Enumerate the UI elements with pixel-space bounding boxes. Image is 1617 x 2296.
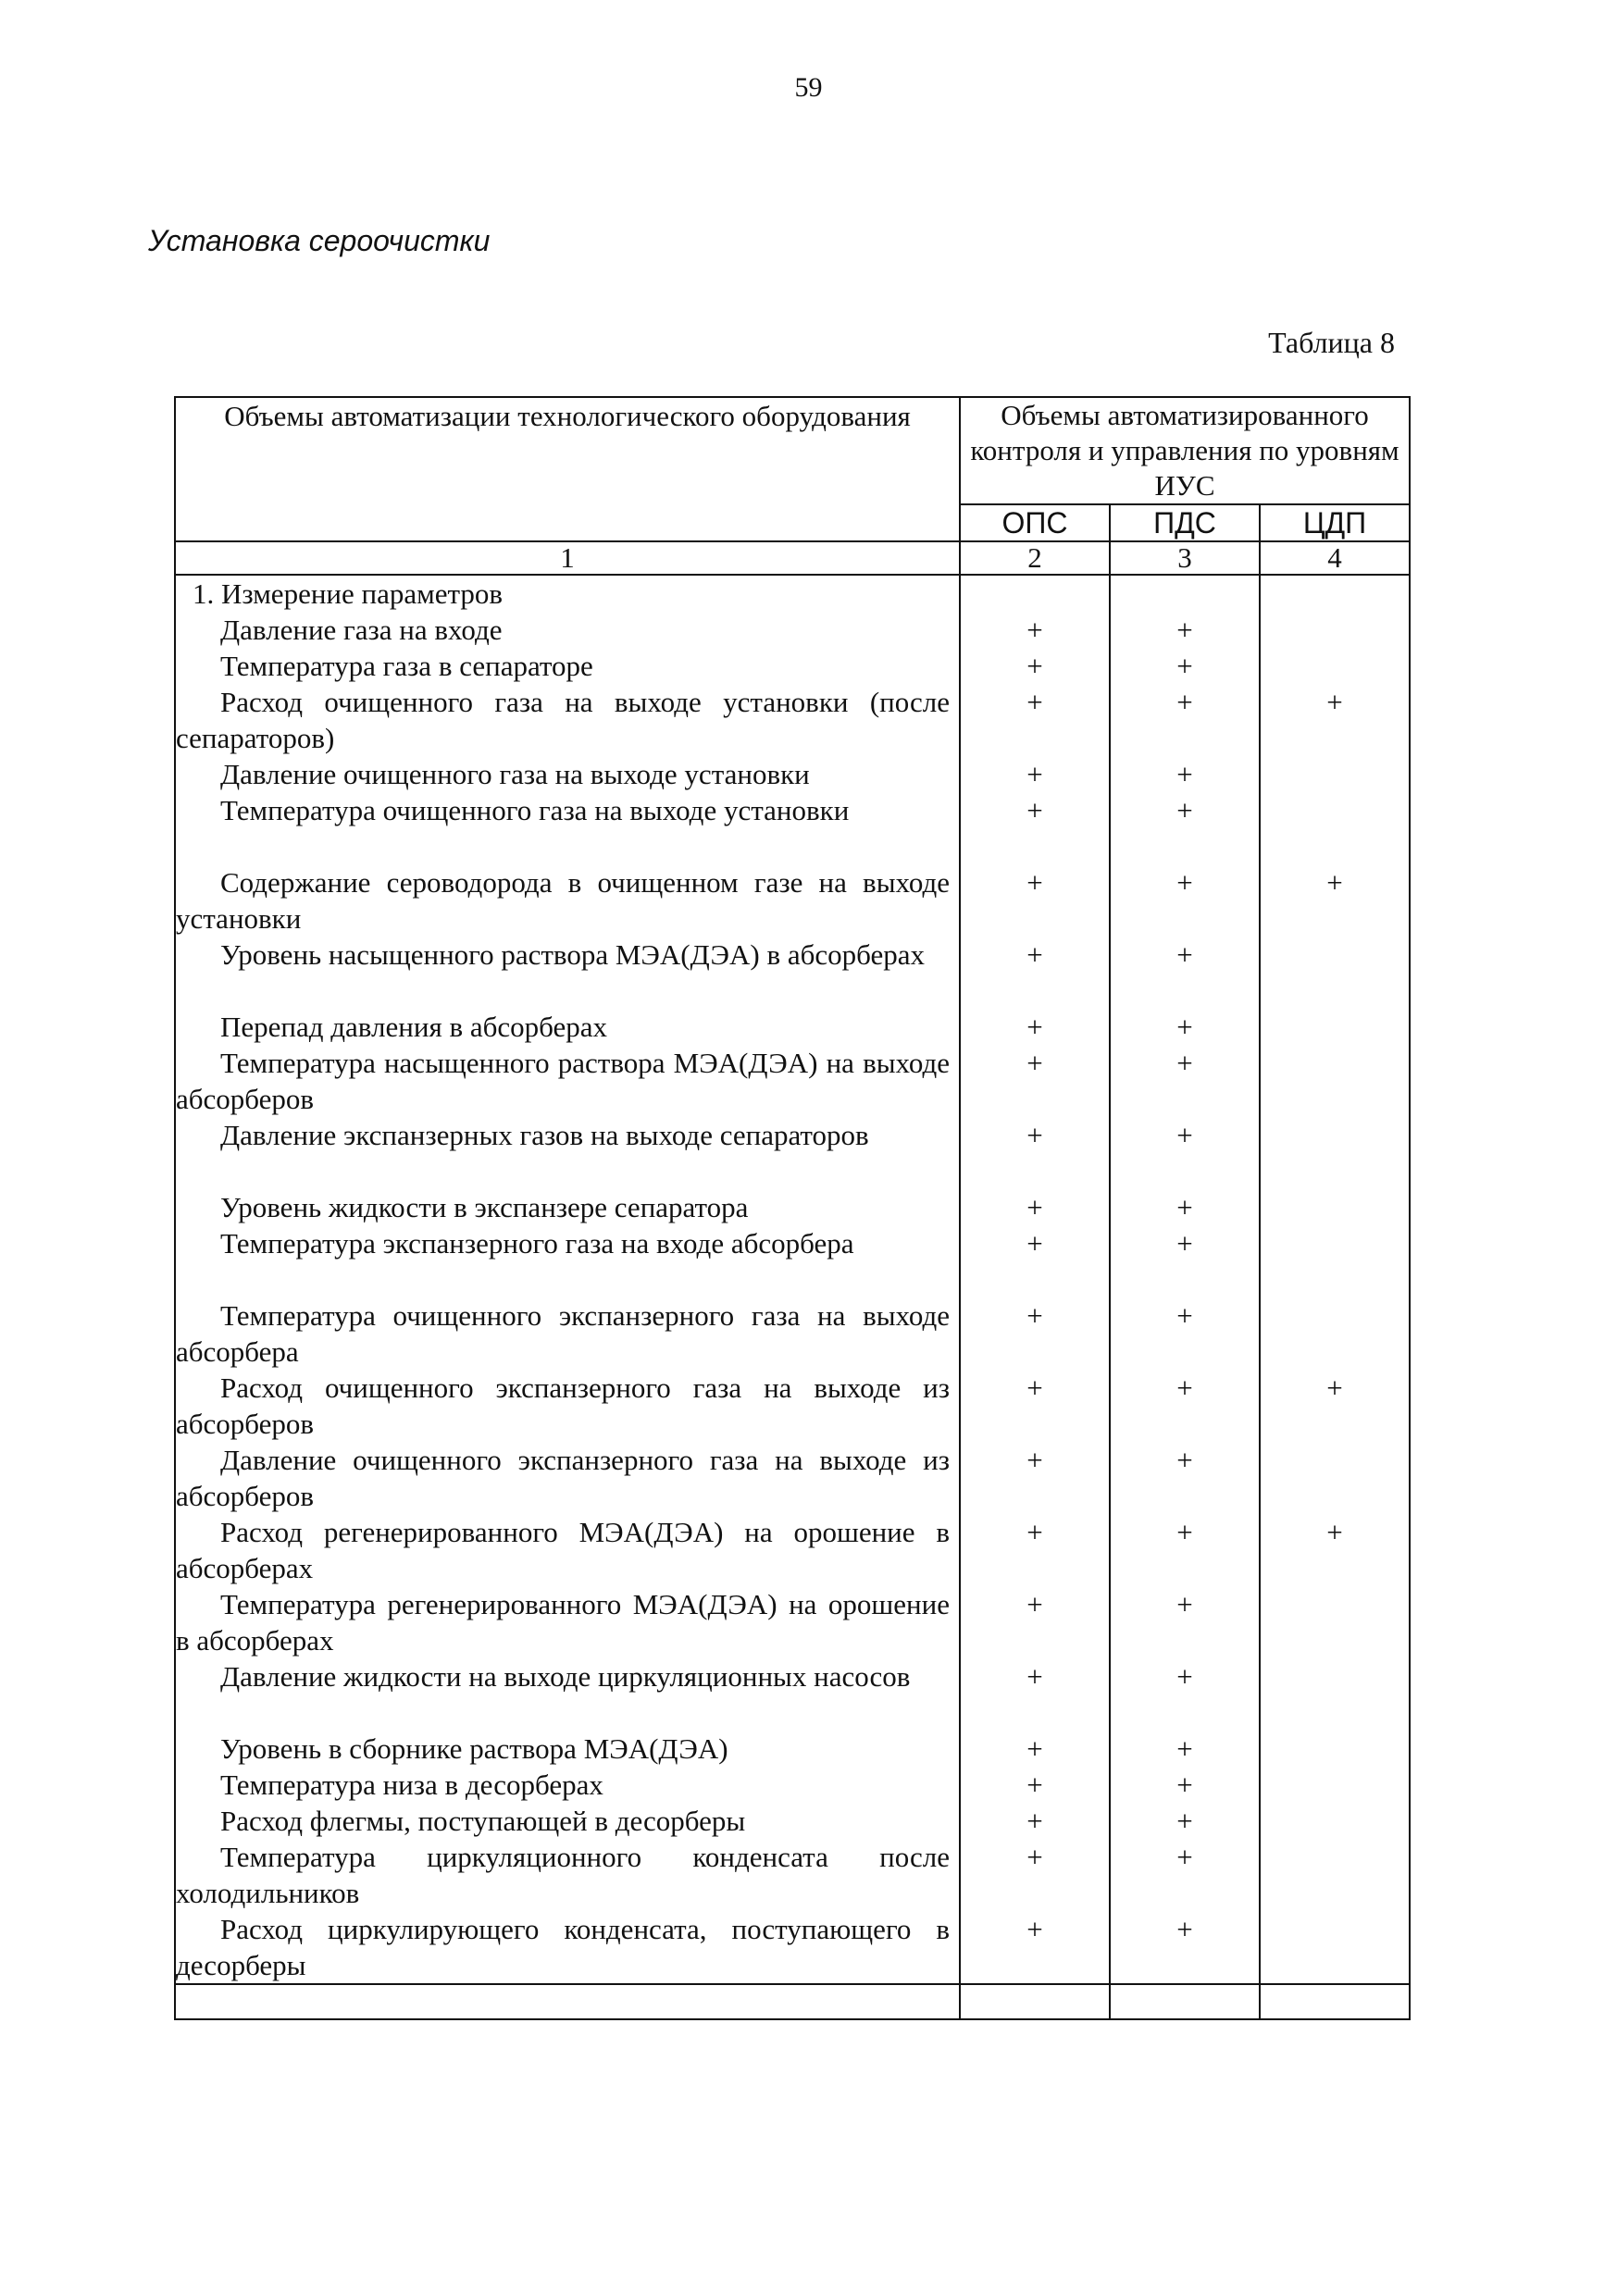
ops-mark: +: [1026, 866, 1043, 899]
cdp-mark: [1261, 1731, 1409, 1767]
pds-column: [1110, 575, 1260, 1984]
cdp-mark: +: [1326, 1371, 1343, 1404]
cdp-mark: [1261, 1189, 1409, 1225]
table-row-label: Расход очищенного газа на выходе установки (после сепараторов): [176, 686, 950, 754]
cdp-mark: [1261, 1045, 1409, 1117]
pds-mark: +: [1176, 1011, 1193, 1043]
pds-mark: +: [1176, 1732, 1193, 1765]
cdp-mark: +: [1326, 1516, 1343, 1548]
ops-column: [960, 575, 1110, 1984]
cdp-mark: [1261, 1442, 1409, 1514]
ops-mark: +: [1026, 1119, 1043, 1151]
column-number: 4: [1260, 541, 1410, 575]
pds-mark: +: [1176, 1299, 1193, 1332]
ops-mark: +: [1026, 1299, 1043, 1332]
ops-mark: +: [1026, 1011, 1043, 1043]
pds-mark: +: [1176, 1119, 1193, 1151]
pds-mark: +: [1176, 1444, 1193, 1476]
table-row-label: Температура низа в десорберах: [220, 1769, 603, 1801]
table-row-label: Расход циркулирующего конденсата, поступающего в десорберы: [176, 1913, 950, 1981]
table-row-label: Давление жидкости на выходе циркуляционных насосов: [220, 1660, 911, 1693]
ops-mark: +: [1026, 1588, 1043, 1620]
level-pds: ПДС: [1110, 504, 1260, 541]
pds-mark: +: [1176, 1588, 1193, 1620]
table-label: Таблица 8: [1268, 326, 1395, 359]
ops-mark: +: [1026, 1047, 1043, 1079]
table-row-label: Температура циркуляционного конденсата после холодильников: [176, 1841, 950, 1909]
cdp-mark: [1261, 1839, 1409, 1911]
cdp-mark: [1261, 1297, 1409, 1370]
ops-mark: +: [1026, 1913, 1043, 1945]
pds-mark: +: [1176, 1805, 1193, 1837]
ops-mark: +: [1026, 614, 1043, 646]
ops-mark: +: [1026, 1841, 1043, 1873]
pds-mark: +: [1176, 1191, 1193, 1223]
cdp-mark: [1261, 937, 1409, 1009]
ops-mark: +: [1026, 686, 1043, 718]
ops-mark: +: [1026, 1805, 1043, 1837]
cdp-mark: +: [1326, 866, 1343, 899]
level-ops: ОПС: [960, 504, 1110, 541]
table-row-label: Уровень жидкости в экспанзере сепаратора: [220, 1191, 749, 1223]
empty-cell: [1260, 1984, 1410, 2019]
pds-mark: +: [1176, 1660, 1193, 1693]
ops-mark: +: [1026, 1371, 1043, 1404]
pds-mark: +: [1176, 938, 1193, 971]
table-row-label: Давление очищенного экспанзерного газа на выходе из абсорберов: [176, 1444, 950, 1512]
cdp-mark: [1261, 1117, 1409, 1189]
ops-mark: +: [1026, 650, 1043, 682]
cdp-mark: [1261, 648, 1409, 684]
pds-mark: +: [1176, 650, 1193, 682]
pds-mark: +: [1176, 1371, 1193, 1404]
level-cdp: ЦДП: [1260, 504, 1410, 541]
pds-mark: +: [1176, 866, 1193, 899]
automation-table: [174, 396, 1411, 2020]
ops-mark: +: [1026, 794, 1043, 826]
table-row-label: Температура экспанзерного газа на входе абсорбера: [220, 1227, 854, 1260]
header-equipment: Объемы автоматизации технологического оборудования: [175, 397, 960, 541]
ops-mark: +: [1026, 938, 1043, 971]
section-title: Установка сероочистки: [148, 224, 491, 257]
column-number: 2: [960, 541, 1110, 575]
table-row-label: Уровень в сборнике раствора МЭА(ДЭА): [220, 1732, 728, 1765]
table-row-label: Перепад давления в абсорберах: [220, 1011, 608, 1043]
ops-mark: +: [1026, 758, 1043, 790]
table-row-label: Расход очищенного экспанзерного газа на выходе из абсорберов: [176, 1371, 950, 1440]
pds-mark: +: [1176, 1913, 1193, 1945]
page-number: 59: [794, 72, 823, 103]
cdp-mark: [1261, 1009, 1409, 1045]
table-row-label: Температура насыщенного раствора МЭА(ДЭА) на выходе абсорберов: [176, 1047, 950, 1115]
cdp-mark: [1261, 1586, 1409, 1658]
empty-cell: [175, 1984, 960, 2019]
pds-mark: +: [1176, 1841, 1193, 1873]
table-row-label: Расход регенерированного МЭА(ДЭА) на орошение в абсорберах: [176, 1516, 950, 1584]
pds-mark: +: [1176, 1047, 1193, 1079]
cdp-mark: [1261, 612, 1409, 648]
table-row-label: Уровень насыщенного раствора МЭА(ДЭА) в абсорберах: [220, 938, 925, 971]
table-row-label: Температура газа в сепараторе: [220, 650, 593, 682]
cdp-mark: +: [1326, 686, 1343, 718]
empty-cell: [1110, 1984, 1260, 2019]
table-row-label: Содержание сероводорода в очищенном газе на выходе установки: [176, 866, 950, 935]
column-number: 3: [1110, 541, 1260, 575]
cdp-mark: [1261, 1803, 1409, 1839]
ops-mark: +: [1026, 1444, 1043, 1476]
cdp-column: [1260, 575, 1410, 1984]
cdp-mark: [1261, 1767, 1409, 1803]
cdp-mark: [1261, 1911, 1409, 1983]
pds-mark: +: [1176, 1516, 1193, 1548]
ops-mark: +: [1026, 1516, 1043, 1548]
table-row-label: Температура очищенного экспанзерного газа на выходе абсорбера: [176, 1299, 950, 1368]
pds-mark: +: [1176, 614, 1193, 646]
table-row-label: Температура очищенного газа на выходе установки: [220, 794, 850, 826]
section-heading: 1. Измерение параметров: [193, 577, 504, 610]
table-row-label: Расход флегмы, поступающей в десорберы: [220, 1805, 746, 1837]
column-number: 1: [175, 541, 960, 575]
pds-mark: +: [1176, 686, 1193, 718]
ops-mark: +: [1026, 1660, 1043, 1693]
cdp-mark: [1261, 1225, 1409, 1297]
cdp-mark: [1261, 756, 1409, 792]
pds-mark: +: [1176, 758, 1193, 790]
ops-mark: +: [1026, 1227, 1043, 1260]
cdp-mark: [1261, 1658, 1409, 1731]
header-control-levels: Объемы автоматизированного контроля и управления по уровням ИУС: [960, 397, 1410, 504]
empty-cell: [960, 1984, 1110, 2019]
table-row-label: Давление экспанзерных газов на выходе сепараторов: [220, 1119, 869, 1151]
pds-mark: +: [1176, 1769, 1193, 1801]
table-row-label: Температура регенерированного МЭА(ДЭА) на орошение в абсорберах: [176, 1588, 950, 1657]
ops-mark: +: [1026, 1732, 1043, 1765]
ops-mark: +: [1026, 1191, 1043, 1223]
table-row-label: Давление газа на входе: [220, 614, 503, 646]
pds-mark: +: [1176, 794, 1193, 826]
ops-mark: +: [1026, 1769, 1043, 1801]
table-row-label: Давление очищенного газа на выходе установки: [220, 758, 810, 790]
table-body-labels: [175, 575, 960, 1984]
pds-mark: +: [1176, 1227, 1193, 1260]
cdp-mark: [1261, 792, 1409, 864]
